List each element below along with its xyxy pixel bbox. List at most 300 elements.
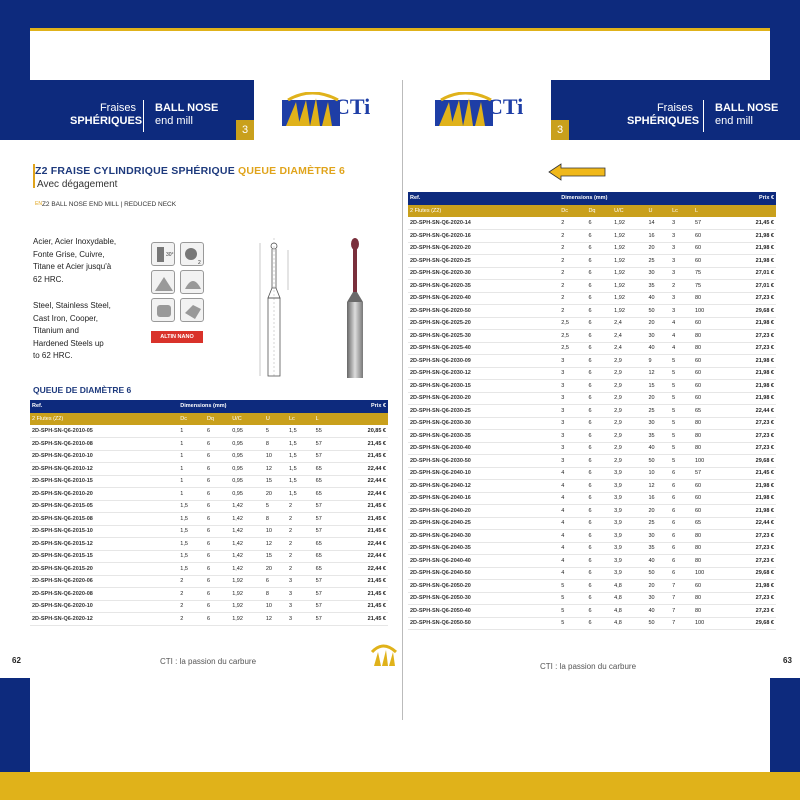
cell-ref: 2D-SPH-SN-Q6-2040-16 xyxy=(410,495,471,502)
cell-l: 60 xyxy=(695,370,702,377)
cell-l: 65 xyxy=(695,520,702,527)
table-row xyxy=(408,317,776,330)
cell-udc: 0,95 xyxy=(232,478,243,485)
cell-u: 9 xyxy=(648,357,652,364)
chapter-number: 3 xyxy=(236,120,254,140)
cell-dc: 3 xyxy=(561,432,565,439)
cell-l: 80 xyxy=(695,332,702,339)
frame-top-stripe xyxy=(0,28,800,31)
cell-ref: 2D-SPH-SN-Q6-2030-25 xyxy=(410,407,471,414)
cell-l: 80 xyxy=(695,607,702,614)
cell-dc: 2 xyxy=(561,220,565,226)
cell-dc: 4 xyxy=(561,545,565,552)
table-row xyxy=(408,480,776,493)
cell-lc: 5 xyxy=(672,432,676,439)
cell-dc: 2 xyxy=(561,245,565,252)
cell-l: 65 xyxy=(315,540,322,547)
table-row xyxy=(30,588,388,601)
cell-ref: 2D-SPH-SN-Q6-2020-10 xyxy=(32,603,93,610)
cell-u: 10 xyxy=(648,470,655,477)
table-row xyxy=(30,463,388,476)
cell-lc: 1,5 xyxy=(289,490,297,497)
cell-price: 27,23 € xyxy=(755,607,774,614)
table-row xyxy=(30,538,388,551)
cell-dq: 6 xyxy=(206,428,211,434)
col-price-sub xyxy=(724,205,776,218)
cell-dq: 6 xyxy=(588,307,592,314)
cell-price: 22,44 € xyxy=(367,490,386,497)
col-lc: Lc xyxy=(670,205,693,218)
cell-dc: 4 xyxy=(561,557,565,564)
cell-u: 15 xyxy=(265,553,272,560)
cell-price: 21,98 € xyxy=(755,482,774,489)
header-right xyxy=(405,80,800,140)
cell-u: 40 xyxy=(648,557,655,564)
cell-ref: 2D-SPH-SN-Q6-2030-40 xyxy=(410,445,471,452)
cell-ref: 2D-SPH-SN-Q6-2025-40 xyxy=(410,345,471,352)
table-row xyxy=(30,563,388,576)
cell-price: 27,23 € xyxy=(755,420,774,427)
cell-l: 80 xyxy=(695,295,702,302)
material-line: Fonte Grise, Cuivre, xyxy=(33,249,105,259)
header-ball-nose: BALL NOSE xyxy=(715,102,779,114)
cell-lc: 4 xyxy=(672,332,676,339)
cell-udc: 0,95 xyxy=(232,490,243,497)
cell-udc: 1,42 xyxy=(232,503,243,510)
cell-udc: 1,92 xyxy=(614,232,625,239)
cell-lc: 3 xyxy=(289,590,293,597)
frame-top-band xyxy=(0,0,800,28)
cell-dq: 6 xyxy=(206,615,211,622)
cell-l: 80 xyxy=(695,432,702,439)
cell-udc: 2,9 xyxy=(614,420,622,427)
material-line: Titane et Acier jusqu'à xyxy=(33,262,112,271)
cell-dc: 3 xyxy=(561,445,565,452)
cell-ref: 2D-SPH-SN-Q6-2020-25 xyxy=(410,257,471,264)
table-row xyxy=(30,438,388,451)
cell-l: 60 xyxy=(695,382,702,389)
cell-ref: 2D-SPH-SN-Q6-2020-50 xyxy=(410,307,471,314)
cell-udc: 3,9 xyxy=(614,495,622,502)
cell-udc: 1,92 xyxy=(614,257,625,264)
cell-l: 75 xyxy=(695,282,702,289)
cell-udc: 1,42 xyxy=(232,540,243,547)
cell-price: 27,23 € xyxy=(755,332,774,339)
cell-price: 27,23 € xyxy=(755,545,774,552)
table-row xyxy=(30,613,388,626)
cell-ref: 2D-SPH-SN-Q6-2040-25 xyxy=(410,520,471,527)
cell-ref: 2D-SPH-SN-Q6-2040-50 xyxy=(410,570,471,577)
cell-lc: 2 xyxy=(289,503,293,510)
cell-dq: 6 xyxy=(206,553,211,560)
cell-dq: 6 xyxy=(588,545,592,552)
cell-lc: 3 xyxy=(289,615,293,622)
cell-u: 25 xyxy=(648,257,655,264)
cell-lc: 3 xyxy=(289,578,293,585)
cell-u: 6 xyxy=(265,578,269,585)
cell-lc: 7 xyxy=(672,582,676,589)
profile-icon xyxy=(180,270,204,294)
cell-dc: 4 xyxy=(561,470,565,477)
cell-ref: 2D-SPH-SN-Q6-2040-40 xyxy=(410,557,471,564)
cell-dq: 6 xyxy=(588,257,592,264)
cell-price: 21,45 € xyxy=(367,528,386,535)
cell-udc: 2,9 xyxy=(614,432,622,439)
cell-dc: 2,5 xyxy=(561,345,569,352)
cell-lc: 2 xyxy=(289,565,293,572)
logo-text-right: CTi xyxy=(487,94,524,119)
section-label: QUEUE DE DIAMÈTRE 6 xyxy=(33,385,132,395)
cell-dc: 1,5 xyxy=(180,553,188,560)
cell-lc: 3 xyxy=(289,603,293,610)
col-u: U xyxy=(264,413,287,426)
cell-l: 57 xyxy=(315,453,322,460)
cell-udc: 2,4 xyxy=(614,332,622,339)
chapter-number-right: 3 xyxy=(551,120,569,140)
cell-dc: 3 xyxy=(561,407,565,414)
cell-dc: 2,5 xyxy=(561,320,569,327)
materials-en xyxy=(33,300,111,363)
cell-ref: 2D-SPH-SN-Q6-2015-20 xyxy=(32,565,93,572)
cell-l: 60 xyxy=(695,395,702,402)
cell-ref: 2D-SPH-SN-Q6-2010-12 xyxy=(32,465,93,472)
flute-count-label: 2 xyxy=(198,260,201,266)
cell-u: 50 xyxy=(648,570,655,577)
cell-u: 50 xyxy=(648,457,655,464)
logo-area xyxy=(254,80,400,140)
cell-lc: 3 xyxy=(672,307,676,314)
cell-price: 21,98 € xyxy=(755,245,774,252)
cell-l: 57 xyxy=(315,503,322,510)
cell-u: 20 xyxy=(648,582,655,589)
cell-dq: 6 xyxy=(588,620,592,627)
table-row xyxy=(408,517,776,530)
cell-l: 65 xyxy=(315,490,322,497)
cell-udc: 4,8 xyxy=(614,620,622,627)
language-tag: EN xyxy=(35,201,42,207)
header-ball-nose: BALL NOSE xyxy=(155,102,219,114)
cell-u: 50 xyxy=(648,620,655,627)
header-spheriques: SPHÉRIQUES xyxy=(70,115,143,127)
cell-dq: 6 xyxy=(206,528,211,535)
frame-bottom-right-band xyxy=(770,678,800,772)
cell-lc: 5 xyxy=(672,457,676,464)
col-dq: Dq xyxy=(586,205,612,218)
table-row xyxy=(408,242,776,255)
cell-ref: 2D-SPH-SN-Q6-2040-35 xyxy=(410,545,471,552)
table-row xyxy=(30,425,388,438)
cell-u: 25 xyxy=(648,407,655,414)
cell-price: 22,44 € xyxy=(367,478,386,485)
cell-dc: 2 xyxy=(180,578,184,585)
cell-price: 21,98 € xyxy=(755,495,774,502)
table-row xyxy=(30,550,388,563)
cell-dq: 6 xyxy=(588,382,592,389)
cell-price: 22,44 € xyxy=(367,553,386,560)
header-left xyxy=(0,80,400,140)
cell-l: 57 xyxy=(315,440,322,447)
cell-udc: 2,9 xyxy=(614,445,622,452)
cti-logo-icon xyxy=(435,92,495,128)
cell-l: 60 xyxy=(695,357,702,364)
cell-price: 21,98 € xyxy=(755,370,774,377)
cell-udc: 1,42 xyxy=(232,515,243,522)
english-subtitle-text: Z2 BALL NOSE END MILL | REDUCED NECK xyxy=(41,201,177,208)
cell-lc: 6 xyxy=(672,482,676,489)
cell-lc: 6 xyxy=(672,520,676,527)
english-subtitle xyxy=(35,201,176,208)
col-dimensions: Dimensions (mm) xyxy=(178,400,337,413)
header-spheriques: SPHÉRIQUES xyxy=(627,115,700,127)
cell-dq: 6 xyxy=(588,495,592,502)
header-separator-right xyxy=(703,100,704,132)
header-end-mill: end mill xyxy=(715,115,753,127)
cell-ref: 2D-SPH-SN-Q6-2020-35 xyxy=(410,282,471,289)
cell-lc: 6 xyxy=(672,495,676,502)
cell-u: 40 xyxy=(648,295,655,302)
cell-udc: 3,9 xyxy=(614,570,622,577)
cell-u: 35 xyxy=(648,282,655,289)
cell-dq: 6 xyxy=(588,320,592,327)
material-line: Steel, Stainless Steel, xyxy=(33,301,111,310)
cell-dq: 6 xyxy=(206,478,211,485)
header-product-type xyxy=(155,102,218,128)
table-row xyxy=(408,455,776,468)
cell-l: 57 xyxy=(315,515,322,522)
cell-dc: 4 xyxy=(561,532,565,539)
col-udc: U/C xyxy=(230,413,264,426)
cell-u: 5 xyxy=(265,503,269,510)
cell-dq: 6 xyxy=(588,445,592,452)
cell-u: 20 xyxy=(265,565,272,572)
cell-dc: 1 xyxy=(180,440,184,447)
table-row xyxy=(408,380,776,393)
header-end-mill: end mill xyxy=(155,115,193,127)
frame-bottom-left-band xyxy=(0,678,30,772)
cell-udc: 2,9 xyxy=(614,370,622,377)
cell-lc: 2 xyxy=(289,540,293,547)
cell-l: 80 xyxy=(695,532,702,539)
col-price: Prix € xyxy=(337,400,388,413)
arrow-left-icon xyxy=(547,163,607,181)
cell-udc: 0,95 xyxy=(232,440,243,447)
table-row xyxy=(30,575,388,588)
header-category-right xyxy=(627,102,700,128)
cell-l: 80 xyxy=(695,545,702,552)
cell-udc: 2,4 xyxy=(614,320,622,327)
cell-ref: 2D-SPH-SN-Q6-2050-20 xyxy=(410,582,471,589)
cell-u: 50 xyxy=(648,307,655,314)
cell-price: 21,45 € xyxy=(367,603,386,610)
cell-price: 21,45 € xyxy=(367,590,386,597)
cell-ref: 2D-SPH-SN-Q6-2010-05 xyxy=(32,428,93,434)
cell-l: 80 xyxy=(695,345,702,352)
material-line: to 62 HRC. xyxy=(33,351,73,360)
table-row xyxy=(30,488,388,501)
header-fraises: Fraises xyxy=(656,102,693,114)
cell-ref: 2D-SPH-SN-Q6-2010-08 xyxy=(32,440,93,447)
cell-dc: 1 xyxy=(180,478,184,485)
cell-l: 57 xyxy=(695,220,702,226)
col-u: U xyxy=(647,205,671,218)
cell-l: 57 xyxy=(315,578,322,585)
table-row xyxy=(408,217,776,230)
cell-udc: 1,92 xyxy=(614,245,625,252)
cell-u: 10 xyxy=(265,528,272,535)
helix-angle-label: 30° xyxy=(166,252,174,258)
cell-udc: 3,9 xyxy=(614,545,622,552)
cell-u: 12 xyxy=(265,540,272,547)
cell-price: 22,44 € xyxy=(755,520,774,527)
cell-dq: 6 xyxy=(588,395,592,402)
cell-ref: 2D-SPH-SN-Q6-2020-40 xyxy=(410,295,471,302)
cell-dq: 6 xyxy=(588,432,592,439)
ball-end-icon xyxy=(180,242,204,266)
col-l: L xyxy=(693,205,724,218)
cell-udc: 1,92 xyxy=(614,270,625,277)
col-lc: Lc xyxy=(287,413,314,426)
frame-left-band xyxy=(0,0,30,80)
cell-udc: 1,42 xyxy=(232,553,243,560)
table-row xyxy=(30,600,388,613)
cell-ref: 2D-SPH-SN-Q6-2040-20 xyxy=(410,507,471,514)
cell-udc: 3,9 xyxy=(614,557,622,564)
cell-l: 60 xyxy=(695,495,702,502)
cell-u: 12 xyxy=(648,482,655,489)
cell-price: 27,23 € xyxy=(755,295,774,302)
cell-price: 27,23 € xyxy=(755,445,774,452)
material-line: 62 HRC. xyxy=(33,274,64,284)
cell-l: 57 xyxy=(695,470,702,477)
cell-dc: 3 xyxy=(561,457,565,464)
cell-ref: 2D-SPH-SN-Q6-2020-12 xyxy=(32,615,93,622)
cell-dc: 2,5 xyxy=(561,332,569,339)
cell-dc: 4 xyxy=(561,482,565,489)
cell-dq: 6 xyxy=(588,557,592,564)
cell-dc: 1 xyxy=(180,453,184,460)
title-main: Z2 FRAISE CYLINDRIQUE SPHÉRIQUE xyxy=(35,165,235,177)
cell-ref: 2D-SPH-SN-Q6-2050-50 xyxy=(410,620,471,627)
cell-lc: 1,5 xyxy=(289,440,297,447)
cell-dc: 4 xyxy=(561,495,565,502)
cell-price: 21,98 € xyxy=(755,582,774,589)
cell-dq: 6 xyxy=(588,370,592,377)
cell-ref: 2D-SPH-SN-Q6-2020-30 xyxy=(410,270,471,277)
table-row xyxy=(408,355,776,368)
cell-l: 100 xyxy=(695,570,705,577)
table-row xyxy=(408,342,776,355)
coating-badge: ALTIN NANO xyxy=(151,331,203,343)
page-number-right: 63 xyxy=(783,656,792,665)
cell-lc: 4 xyxy=(672,320,676,327)
header-category xyxy=(70,102,143,128)
cell-u: 35 xyxy=(648,432,655,439)
cell-dq: 6 xyxy=(588,270,592,277)
cell-ref: 2D-SPH-SN-Q6-2030-12 xyxy=(410,370,471,377)
tool-technical-drawing xyxy=(250,228,300,388)
cell-udc: 1,42 xyxy=(232,565,243,572)
table-row xyxy=(408,405,776,418)
cell-dq: 6 xyxy=(588,232,592,239)
cell-price: 21,45 € xyxy=(367,515,386,522)
cell-udc: 2,9 xyxy=(614,382,622,389)
cell-dc: 1 xyxy=(180,490,184,497)
cell-u: 12 xyxy=(648,370,655,377)
cell-dc: 2 xyxy=(561,257,565,264)
cell-price: 20,85 € xyxy=(367,428,386,434)
cell-dq: 6 xyxy=(588,482,592,489)
cell-dc: 5 xyxy=(561,582,565,589)
steel-icon xyxy=(180,298,204,322)
table-row xyxy=(408,330,776,343)
cell-ref: 2D-SPH-SN-Q6-2020-08 xyxy=(32,590,93,597)
cell-l: 60 xyxy=(695,482,702,489)
table-row xyxy=(30,475,388,488)
cell-l: 100 xyxy=(695,620,705,627)
cell-lc: 3 xyxy=(672,270,676,277)
cell-u: 20 xyxy=(648,395,655,402)
roughing-icon xyxy=(151,298,175,322)
cell-l: 75 xyxy=(695,270,702,277)
cell-price: 21,45 € xyxy=(367,440,386,447)
cell-l: 57 xyxy=(315,590,322,597)
table-row xyxy=(408,505,776,518)
cell-dq: 6 xyxy=(588,345,592,352)
product-title xyxy=(35,165,345,177)
cell-dc: 3 xyxy=(561,357,565,364)
cell-udc: 1,92 xyxy=(232,615,243,622)
cell-l: 60 xyxy=(695,507,702,514)
cell-dc: 2 xyxy=(561,307,565,314)
cell-udc: 1,92 xyxy=(232,590,243,597)
cell-lc: 4 xyxy=(672,345,676,352)
cell-u: 20 xyxy=(648,320,655,327)
title-accent: QUEUE DIAMÈTRE 6 xyxy=(238,165,346,177)
cell-u: 30 xyxy=(648,420,655,427)
cell-ref: 2D-SPH-SN-Q6-2025-30 xyxy=(410,332,471,339)
cell-lc: 7 xyxy=(672,620,676,627)
cell-u: 30 xyxy=(648,595,655,602)
cell-udc: 1,92 xyxy=(614,220,625,226)
cell-lc: 7 xyxy=(672,607,676,614)
cell-dc: 3 xyxy=(561,395,565,402)
cell-udc: 0,95 xyxy=(232,428,243,434)
cell-lc: 6 xyxy=(672,545,676,552)
cell-dq: 6 xyxy=(206,565,211,572)
table-row xyxy=(30,450,388,463)
footer-left: CTI : la passion du carbure xyxy=(160,657,257,666)
cell-price: 21,45 € xyxy=(367,453,386,460)
cell-ref: 2D-SPH-SN-Q6-2020-06 xyxy=(32,578,93,585)
materials-fr xyxy=(33,236,116,286)
cell-u: 15 xyxy=(648,382,655,389)
cell-u: 12 xyxy=(265,465,272,472)
cell-l: 65 xyxy=(315,465,322,472)
cell-dc: 2 xyxy=(180,603,184,610)
cell-dc: 4 xyxy=(561,570,565,577)
cell-ref: 2D-SPH-SN-Q6-2015-08 xyxy=(32,515,93,522)
cell-u: 16 xyxy=(648,232,655,239)
cell-price: 21,98 € xyxy=(755,395,774,402)
cell-lc: 2 xyxy=(672,282,676,289)
cell-dc: 5 xyxy=(561,620,565,627)
cell-dc: 2 xyxy=(561,282,565,289)
cell-ref: 2D-SPH-SN-Q6-2020-14 xyxy=(410,220,471,226)
cell-dq: 6 xyxy=(588,420,592,427)
cell-udc: 1,92 xyxy=(232,603,243,610)
cell-lc: 5 xyxy=(672,382,676,389)
cell-u: 30 xyxy=(648,532,655,539)
